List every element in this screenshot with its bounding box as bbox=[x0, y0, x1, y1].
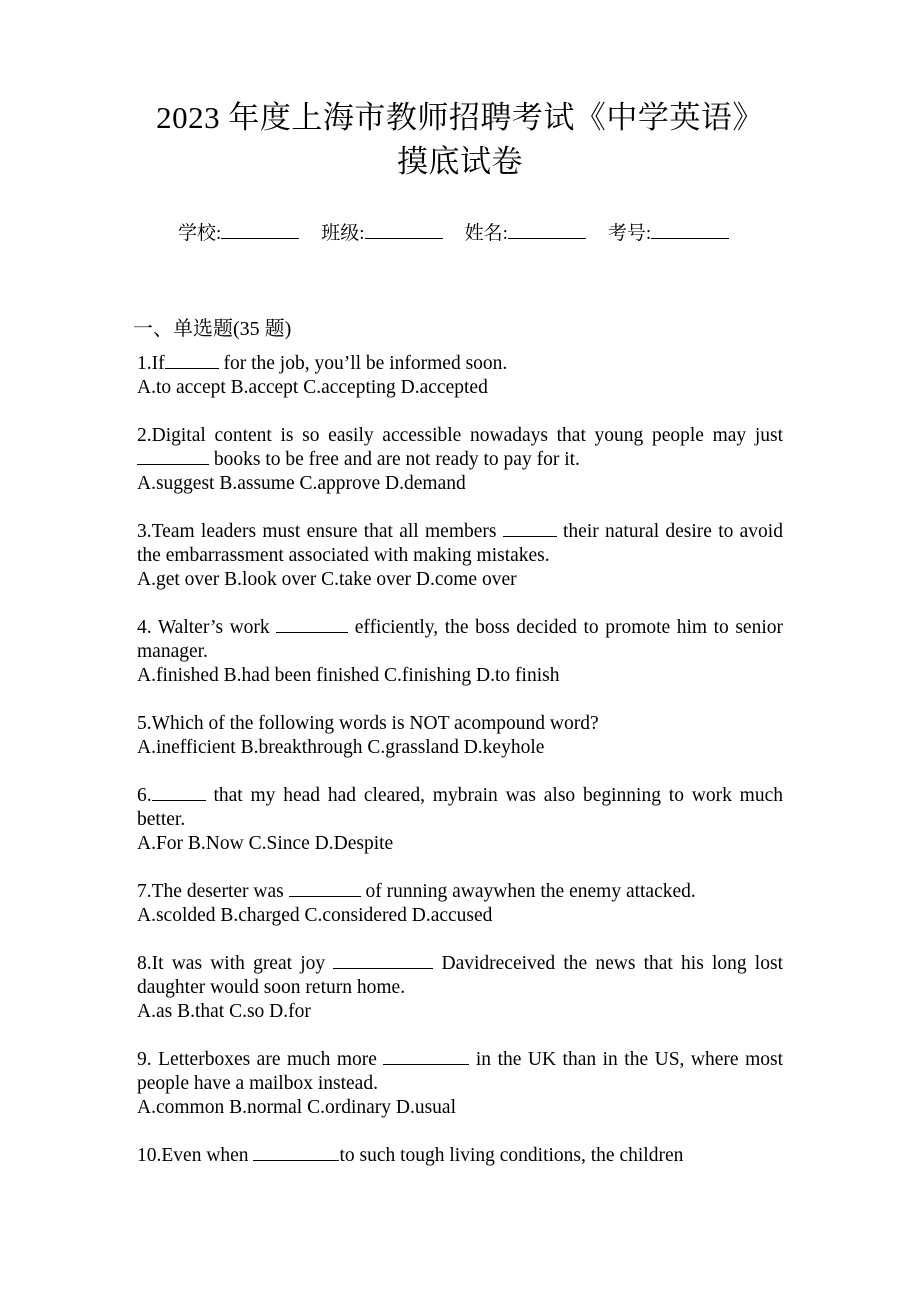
question-item bbox=[137, 880, 783, 928]
question-text-after-blank: books to be free and are not ready to pay for it. bbox=[209, 449, 580, 470]
question-number: 10. bbox=[137, 1145, 162, 1166]
question-text-before-blank: Letterboxes are much more bbox=[158, 1049, 384, 1070]
question-number: 5. bbox=[137, 713, 152, 734]
question-text-after-blank: in the UK than in the US, where most people have a mailbox instead. bbox=[137, 1049, 783, 1094]
school-field bbox=[178, 223, 299, 244]
question-number: 7. bbox=[137, 881, 152, 902]
question-text-before-blank: The deserter was bbox=[151, 881, 289, 902]
question-number: 3. bbox=[137, 521, 152, 542]
school-label: 学校: bbox=[178, 223, 222, 244]
question-options[interactable]: A.common B.normal C.ordinary D.usual bbox=[137, 1097, 456, 1118]
question-number: 1. bbox=[137, 353, 152, 374]
question-item bbox=[137, 712, 783, 760]
exam-no-field bbox=[608, 223, 729, 244]
question-item bbox=[137, 424, 783, 496]
question-item bbox=[137, 784, 783, 856]
section-header: 一、单选题(35 题) bbox=[133, 318, 292, 340]
answer-blank[interactable] bbox=[276, 616, 348, 633]
question-stem bbox=[137, 952, 783, 1000]
question-text-before-blank: Digital content is so easily accessible nowadays that young people may just bbox=[151, 425, 783, 446]
question-options[interactable]: A.to accept B.accept C.accepting D.accepted bbox=[137, 377, 488, 398]
question-list bbox=[137, 352, 783, 1168]
question-options[interactable]: A.inefficient B.breakthrough C.grassland D.keyhole bbox=[137, 737, 545, 758]
question-item bbox=[137, 520, 783, 592]
page-title-line-1: 2023 年度上海市教师招聘考试《中学英语》 bbox=[156, 100, 764, 135]
question-text-before-blank: It was with great joy bbox=[151, 953, 334, 974]
question-stem bbox=[137, 1048, 783, 1096]
exam-no-label: 考号: bbox=[607, 223, 652, 244]
question-stem bbox=[137, 616, 783, 664]
student-info-row bbox=[178, 220, 778, 248]
question-stem bbox=[137, 880, 783, 904]
name-blank[interactable] bbox=[508, 222, 586, 239]
question-number: 2. bbox=[137, 425, 152, 446]
name-field bbox=[465, 223, 586, 244]
question-stem bbox=[137, 712, 783, 736]
exam-no-blank[interactable] bbox=[651, 222, 729, 239]
question-item bbox=[137, 952, 783, 1024]
name-label: 姓名: bbox=[464, 223, 508, 244]
question-options[interactable]: A.scolded B.charged C.considered D.accused bbox=[137, 905, 493, 926]
question-item bbox=[137, 1144, 783, 1168]
answer-blank[interactable] bbox=[253, 1144, 339, 1161]
class-blank[interactable] bbox=[365, 222, 443, 239]
question-number: 4. bbox=[137, 617, 158, 638]
question-stem bbox=[137, 424, 783, 472]
question-stem bbox=[137, 784, 783, 832]
question-options[interactable]: A.finished B.had been finished C.finishing D.to finish bbox=[137, 665, 560, 686]
question-text-before-blank: If bbox=[151, 353, 165, 374]
answer-blank[interactable] bbox=[333, 952, 433, 969]
question-text-after-blank: for the job, you’ll be informed soon. bbox=[218, 353, 508, 374]
question-options[interactable]: A.as B.that C.so D.for bbox=[137, 1001, 311, 1022]
question-stem bbox=[137, 1144, 783, 1168]
question-text-after-blank: their natural desire to avoid the embarrassment associated with making mistakes. bbox=[137, 521, 783, 566]
question-item bbox=[137, 352, 783, 400]
question-text-after-blank: that my head had cleared, mybrain was also beginning to work much better. bbox=[137, 785, 783, 830]
question-text-before-blank: Team leaders must ensure that all members bbox=[151, 521, 503, 542]
answer-blank[interactable] bbox=[165, 352, 219, 369]
answer-blank[interactable] bbox=[137, 448, 209, 465]
class-field bbox=[321, 223, 442, 244]
question-text-after-blank: efficiently, the boss decided to promote him to senior manager. bbox=[137, 617, 783, 662]
question-stem bbox=[137, 352, 783, 376]
question-options[interactable]: A.For B.Now C.Since D.Despite bbox=[137, 833, 394, 854]
answer-blank[interactable] bbox=[152, 784, 206, 801]
question-text-before-blank: Which of the following words is NOT acompound word? bbox=[151, 713, 599, 734]
question-text-before-blank: Walter’s work bbox=[157, 617, 277, 638]
question-number: 6. bbox=[137, 785, 152, 806]
question-text-after-blank: Davidreceived the news that his long lost daughter would soon return home. bbox=[137, 953, 783, 998]
question-item bbox=[137, 1048, 783, 1120]
question-text-before-blank: Even when bbox=[161, 1145, 254, 1166]
question-options[interactable]: A.suggest B.assume C.approve D.demand bbox=[137, 473, 466, 494]
question-item bbox=[137, 616, 783, 688]
question-number: 9. bbox=[137, 1049, 159, 1070]
question-number: 8. bbox=[137, 953, 152, 974]
school-blank[interactable] bbox=[221, 222, 299, 239]
question-text-after-blank: to such tough living conditions, the children bbox=[339, 1145, 684, 1166]
answer-blank[interactable] bbox=[289, 880, 361, 897]
page-title-line-2: 摸底试卷 bbox=[397, 144, 523, 179]
page-title bbox=[140, 96, 780, 184]
question-stem bbox=[137, 520, 783, 568]
question-text-after-blank: of running awaywhen the enemy attacked. bbox=[360, 881, 696, 902]
question-options[interactable]: A.get over B.look over C.take over D.come over bbox=[137, 569, 517, 590]
class-label: 班级: bbox=[321, 223, 365, 244]
answer-blank[interactable] bbox=[503, 520, 557, 537]
answer-blank[interactable] bbox=[383, 1048, 469, 1065]
